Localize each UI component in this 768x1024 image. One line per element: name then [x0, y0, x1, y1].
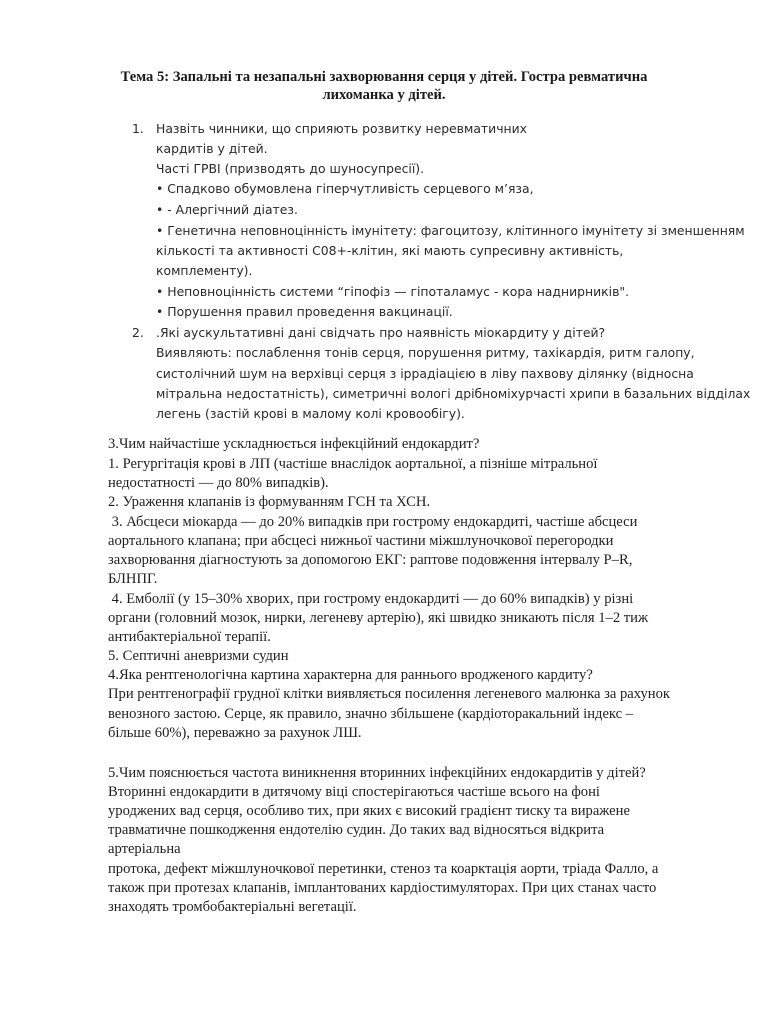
list-text: • Неповноцінність системи “гіпофіз — гіпоталамус - кора наднирників". — [156, 284, 630, 299]
list-text: кількості та активності С08+-клітин, які мають супресивну активність, — [156, 243, 624, 258]
body-line: недостатності — до 80% випадків). — [108, 475, 329, 491]
list-text: • Спадково обумовлена гіперчутливість серцевого м’яза, — [156, 181, 534, 196]
list-number: 2. — [132, 325, 144, 340]
list-text: • - Алергічний діатез. — [156, 202, 298, 217]
body-line: знаходять тромбобактеріальні вегетації. — [108, 899, 357, 915]
list-text: комплементу). — [156, 263, 253, 278]
title-line: лихоманка у дітей. — [322, 87, 446, 103]
body-line: антибактеріальної терапії. — [108, 629, 271, 645]
body-line: протока, дефект міжшлуночкової перетинки, стеноз та коарктація аорти, тріада Фалло, а — [108, 861, 659, 877]
list-text: • Генетична неповноцінність імунітету: фагоцитозу, клітинного імунітету зі зменшенням — [156, 223, 745, 238]
list-text: • Порушення правил проведення вакцинації. — [156, 304, 453, 319]
body-line: травматичне пошкодження ендотелію судин. До таких вад відносяться відкрита — [108, 822, 605, 838]
question-line: 3.Чим найчастіше ускладнюється інфекційний ендокардит? — [108, 436, 480, 452]
list-number: 1. — [132, 121, 144, 136]
list-text: Часті ГРВІ (призводять до шуносупресії). — [156, 161, 425, 176]
body-line: Вторинні ендокардити в дитячому віці спостерігаються частіше всього на фоні — [108, 784, 600, 800]
list-text: легень (застій крові в малому колі кровообігу). — [156, 406, 465, 421]
body-line: органи (головний мозок, нирки, легеневу артерію), які швидко зникають після 1–2 тиж — [108, 610, 649, 626]
list-text: мітральна недостатність), симетричні вологі дрібноміхурчасті хрипи в базальних відділах — [156, 386, 751, 401]
body-line: 5. Септичні аневризми судин — [108, 648, 289, 664]
body-line: БЛНПГ. — [108, 571, 158, 587]
body-line: При рентгенографії грудної клітки виявляється посилення легеневого малюнка за рахунок — [108, 686, 671, 702]
list-text: систолічний шум на верхівці серця з іррадіацією в ліву пахвову ділянку (відносна — [156, 366, 694, 381]
title-line: Тема 5: Запальні та незапальні захворювання серця у дітей. Гостра ревматична — [120, 69, 648, 85]
body-line: захворювання діагностують за допомогою ЕКГ: раптове подовження інтервалу P–R, — [108, 552, 633, 568]
list-question: Назвіть чинники, що сприяють розвитку неревматичних — [156, 121, 528, 136]
body-line: артеріальна — [108, 841, 181, 857]
body-line: також при протезах клапанів, імплантованих кардіостимуляторах. При цих станах часто — [108, 880, 657, 896]
question-line: 4.Яка рентгенологічна картина характерна для раннього вродженого кардиту? — [108, 667, 593, 683]
body-line: уроджених вад серця, особливо тих, при яких є високий градієнт тиску та виражене — [108, 803, 630, 819]
list-question: .Які аускультативні дані свідчать про наявність міокардиту у дітей? — [156, 325, 606, 340]
body-line: аортального клапана; при абсцесі нижньої частини міжшлуночкової перегородки — [108, 533, 614, 549]
list-text: кардитів у дітей. — [156, 141, 268, 156]
body-line: 4. Емболії (у 15–30% хворих, при гострому ендокардиті — до 60% випадків) у різні — [108, 591, 634, 607]
body-line: 1. Регургітація крові в ЛП (частіше внаслідок аортальної, а пізніше мітральної — [108, 456, 598, 472]
body-line: більше 60%), переважно за рахунок ЛШ. — [108, 725, 362, 741]
body-line: 3. Абсцеси міокарда — до 20% випадків при гострому ендокардиті, частіше абсцеси — [108, 514, 638, 530]
page-title — [112, 68, 656, 104]
list-text: Виявляють: послаблення тонів серця, порушення ритму, тахікардія, ритм галопу, — [156, 345, 695, 360]
question-line: 5.Чим пояснюється частота виникнення вторинних інфекційних ендокардитів у дітей? — [108, 765, 646, 781]
body-line: 2. Ураження клапанів із формуванням ГСН та ХСН. — [108, 494, 431, 510]
body-line: венозного застою. Серце, як правило, значно збільшене (кардіоторакальний індекс – — [108, 706, 634, 722]
